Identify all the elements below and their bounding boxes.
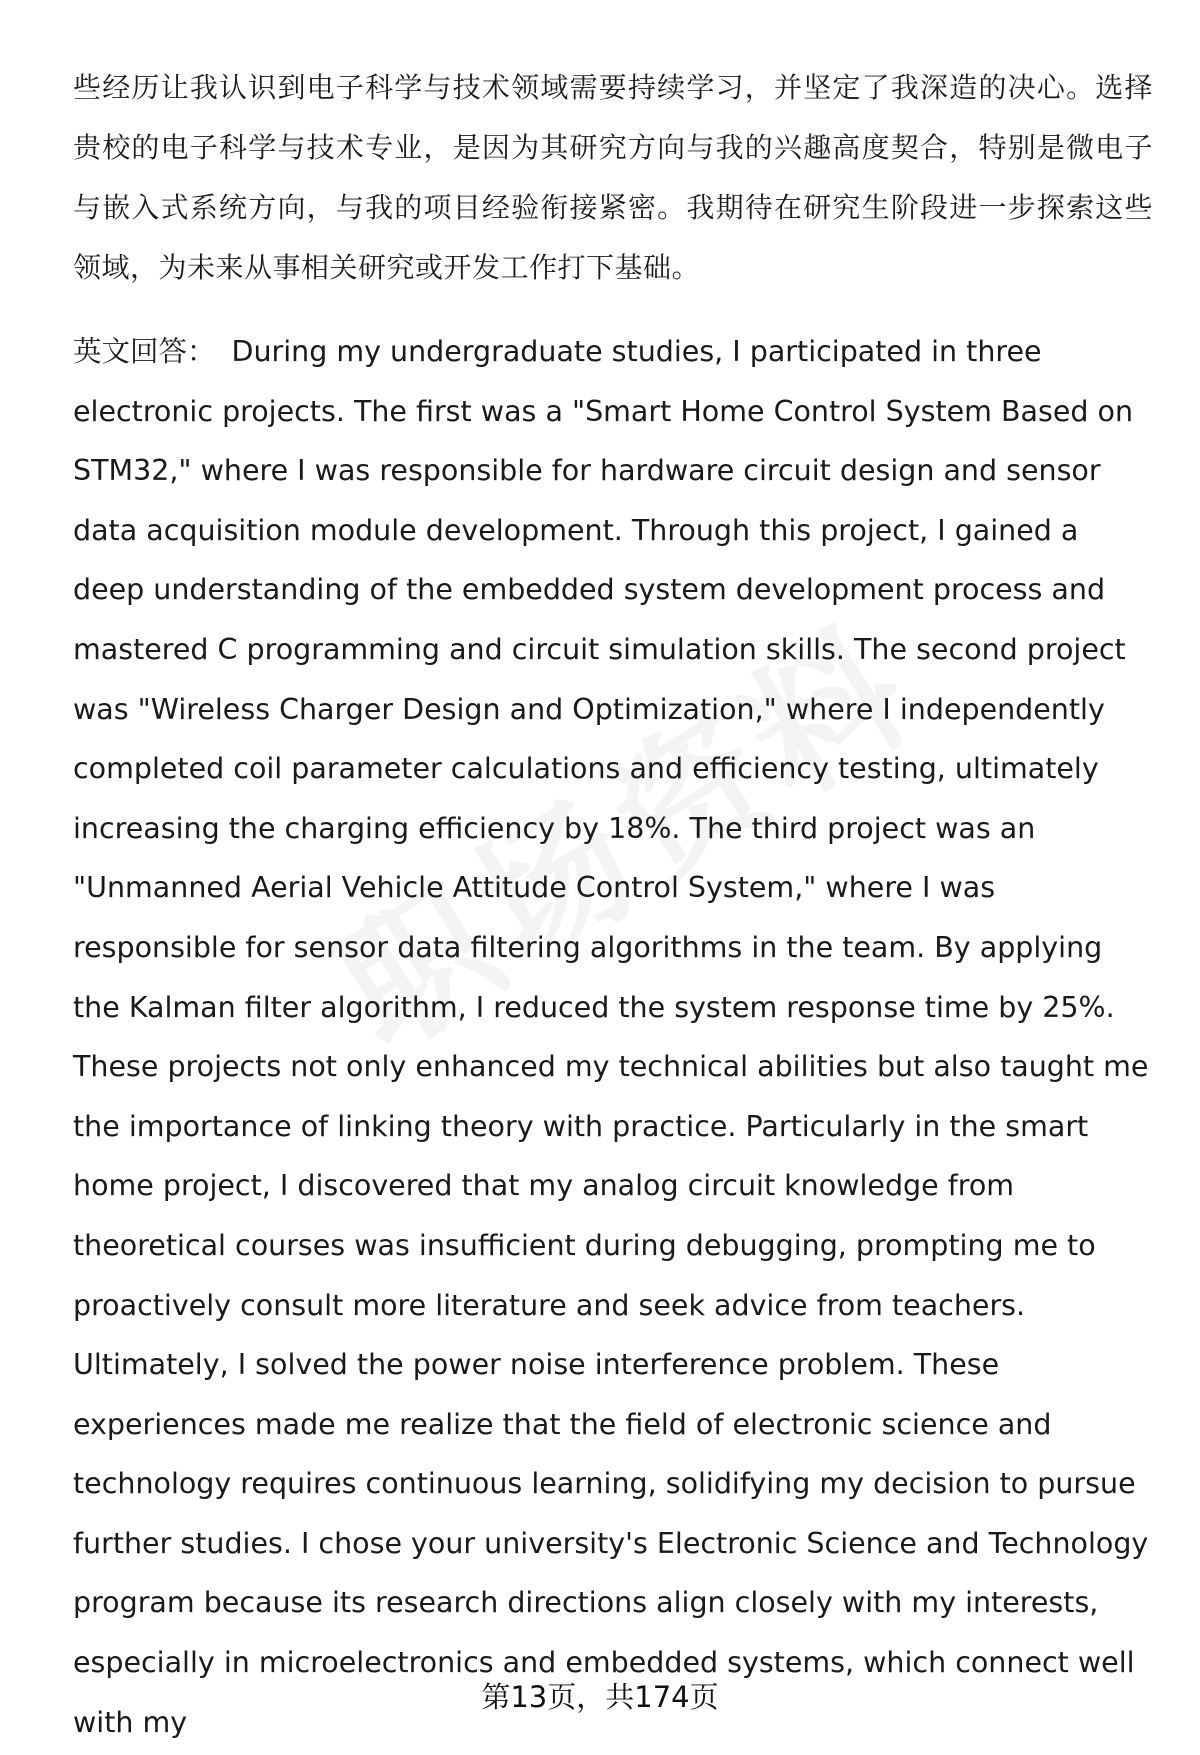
english-answer-label: 英文回答： bbox=[73, 335, 216, 368]
chinese-answer-paragraph: 些经历让我认识到电子科学与技术领域需要持续学习，并坚定了我深造的决心。选择贵校的电子科学与技术专业，是因为其研究方向与我的兴趣高度契合，特别是微电子与嵌入式系统方向，与我的项目经验衔接紧密。我期待在研究生阶段进一步探索这些领域，为未来从事相关研究或开发工作打下基础。 bbox=[73, 71, 1153, 284]
english-answer-paragraph bbox=[73, 322, 1153, 1752]
english-answer-text: During my undergraduate studies, I participated in three electronic projects. The first was a "Smart Home Control System Based on STM32," where I was responsible for hardware circuit design and sensor data acquisition module development. Through this project, I gained a deep understanding of the embedded system development process and mastered C programming and circuit simulation skills. The second project was "Wireless Charger Design and Optimization," where I independently completed coil parameter calculations and efficiency testing, ultimately increasing the charging efficiency by 18%. The third project was an "Unmanned Aerial Vehicle Attitude Control System," where I was responsible for sensor data filtering algorithms in the team. By applying the Kalman filter algorithm, I reduced the system response time by 25%. These projects not only enhanced my technical abilities but also taught me the importance of linking theory with practice. Particularly in the smart home project, I discovered that my analog circuit knowledge from theoretical courses was insufficient during debugging, prompting me to proactively consult more literature and seek advice from teachers. Ultimately, I solved the power noise interference problem. These experiences made me realize that the field of electronic science and technology requires continuous learning, solidifying my decision to pursue further studies. I chose your university's Electronic Science and Technology program because its research directions align closely with my interests, especially in microelectronics and embedded systems, which connect well with my bbox=[73, 335, 1149, 1739]
page-number-footer: 第13页，共174页 bbox=[481, 1680, 719, 1714]
page-content bbox=[73, 58, 1153, 1752]
